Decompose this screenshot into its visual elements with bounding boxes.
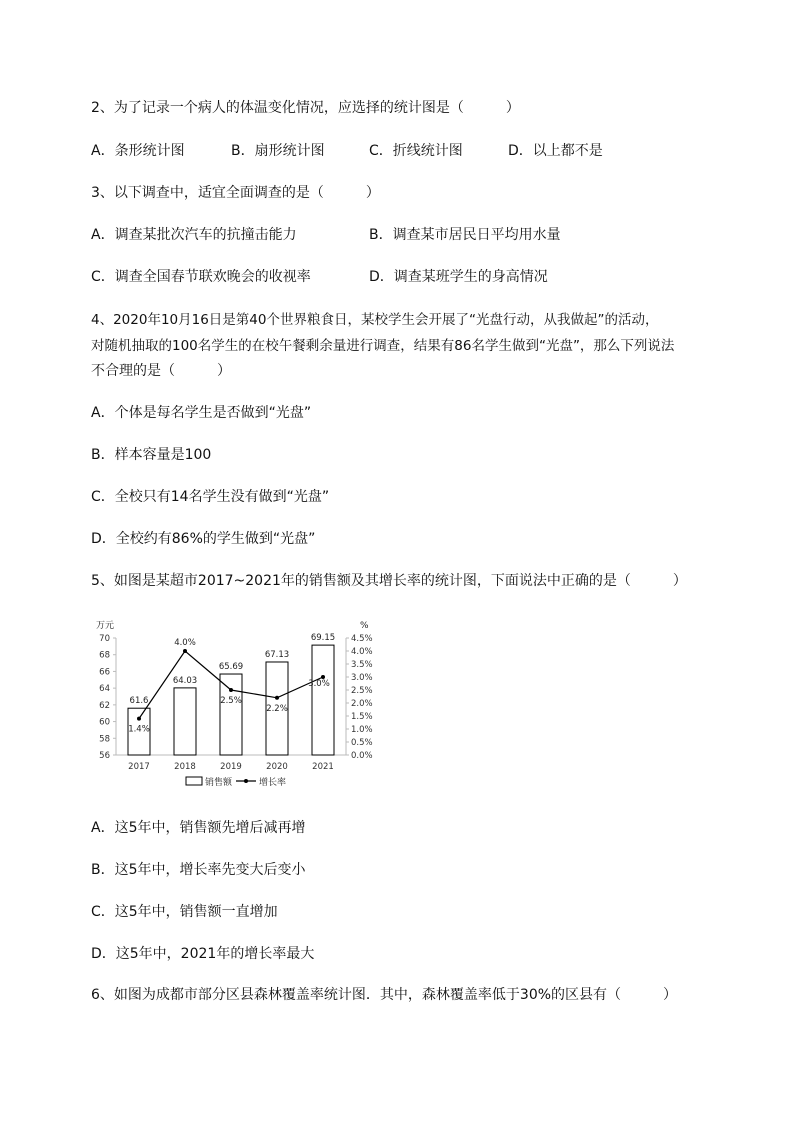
right-tick-label: 2.5%: [351, 686, 373, 696]
left-tick-label: 58: [99, 734, 110, 745]
q4-option-d: D．全校约有86%的学生做到“光盘”: [91, 531, 316, 547]
growth-value-label: 3.0%: [308, 679, 330, 689]
legend-bar-label: 销售额: [205, 778, 233, 788]
right-axis-unit: %: [360, 621, 369, 631]
right-tick-label: 3.5%: [351, 660, 373, 670]
q4-option-a: A．个体是每名学生是否做到“光盘”: [91, 405, 312, 421]
bar-2018: [174, 688, 196, 755]
legend-line-marker: [244, 779, 248, 783]
q3-option-a: A．调查某批次汽车的抗撞击能力: [91, 227, 297, 243]
sales-growth-chart: [88, 615, 388, 795]
left-tick-label: 70: [99, 634, 110, 644]
growth-point-2017: [137, 717, 141, 721]
question-4-stem-line1: 4、2020年10月16日是第40个世界粮食日，某校学生会开展了“光盘行动，从我做起”的活动，: [91, 312, 659, 328]
growth-value-label: 4.0%: [174, 638, 196, 648]
left-axis-unit: 万元: [96, 621, 115, 631]
question-3-stem: 3、以下调查中，适宜全面调查的是（ ）: [91, 185, 380, 201]
growth-value-label: 2.2%: [266, 703, 288, 714]
right-tick-label: 1.5%: [351, 712, 373, 722]
question-4-stem-line2: 对随机抽取的100名学生的在校午餐剩余量进行调查，结果有86名学生做到“光盘”，那么下列说法: [91, 338, 675, 354]
legend-bar-swatch: [186, 777, 202, 785]
q5-option-d: D．这5年中，2021年的增长率最大: [91, 946, 315, 962]
growth-point-2019: [229, 688, 233, 692]
left-tick-label: 60: [99, 717, 110, 728]
growth-value-label: 1.4%: [128, 724, 150, 735]
x-tick-label: 2018: [174, 762, 196, 772]
x-tick-label: 2020: [266, 762, 288, 772]
legend-line-label: 增长率: [259, 778, 287, 788]
q3-option-c: C．调查全国春节联欢晚会的收视率: [91, 269, 311, 285]
q2-option-d: D．以上都不是: [508, 143, 603, 159]
q3-option-b: B．调查某市居民日平均用水量: [369, 227, 561, 243]
left-tick-label: 64: [99, 684, 110, 695]
right-tick-label: 4.0%: [351, 647, 373, 657]
left-tick-label: 68: [99, 650, 110, 661]
q5-option-a: A．这5年中，销售额先增后减再增: [91, 820, 306, 836]
left-tick-label: 56: [99, 751, 110, 761]
question-5-stem: 5、如图是某超市2017~2021年的销售额及其增长率的统计图，下面说法中正确的是（ ）: [91, 573, 687, 589]
bar-value-label: 64.03: [172, 675, 198, 686]
q2-option-a: A．条形统计图: [91, 143, 185, 159]
bar-value-label: 67.13: [264, 649, 290, 660]
q5-option-c: C．这5年中，销售额一直增加: [91, 904, 278, 920]
bar-2021: [312, 645, 334, 755]
q2-option-b: B．扇形统计图: [231, 143, 325, 159]
q4-option-b: B．样本容量是100: [91, 447, 212, 463]
x-tick-label: 2017: [128, 762, 150, 772]
right-tick-label: 4.5%: [351, 634, 373, 644]
bar-value-label: 65.69: [218, 662, 244, 673]
left-tick-label: 62: [99, 700, 110, 711]
q2-option-c: C．折线统计图: [369, 143, 463, 159]
question-6-stem: 6、如图为成都市部分区县森林覆盖率统计图．其中，森林覆盖率低于30%的区县有（ ）: [91, 987, 678, 1003]
bar-value-label: 69.15: [310, 633, 336, 644]
right-tick-label: 0.5%: [351, 738, 373, 748]
x-tick-label: 2021: [312, 762, 334, 772]
x-tick-label: 2019: [220, 762, 242, 772]
q4-option-c: C．全校只有14名学生没有做到“光盘”: [91, 489, 330, 505]
right-tick-label: 3.0%: [351, 673, 373, 683]
right-tick-label: 1.0%: [351, 725, 373, 735]
question-4-stem-line3: 不合理的是（ ）: [91, 363, 231, 379]
q3-option-d: D．调查某班学生的身高情况: [369, 269, 548, 285]
q5-option-b: B．这5年中，增长率先变大后变小: [91, 862, 306, 878]
left-tick-label: 66: [99, 667, 110, 678]
bar-2019: [220, 674, 242, 755]
question-2-stem: 2、为了记录一个病人的体温变化情况，应选择的统计图是（ ）: [91, 100, 520, 116]
bar-value-label: 61.6: [129, 696, 149, 707]
growth-value-label: 2.5%: [220, 696, 242, 706]
right-tick-label: 0.0%: [351, 751, 373, 761]
right-tick-label: 2.0%: [351, 699, 373, 709]
growth-point-2020: [275, 696, 279, 700]
growth-point-2018: [183, 649, 187, 653]
